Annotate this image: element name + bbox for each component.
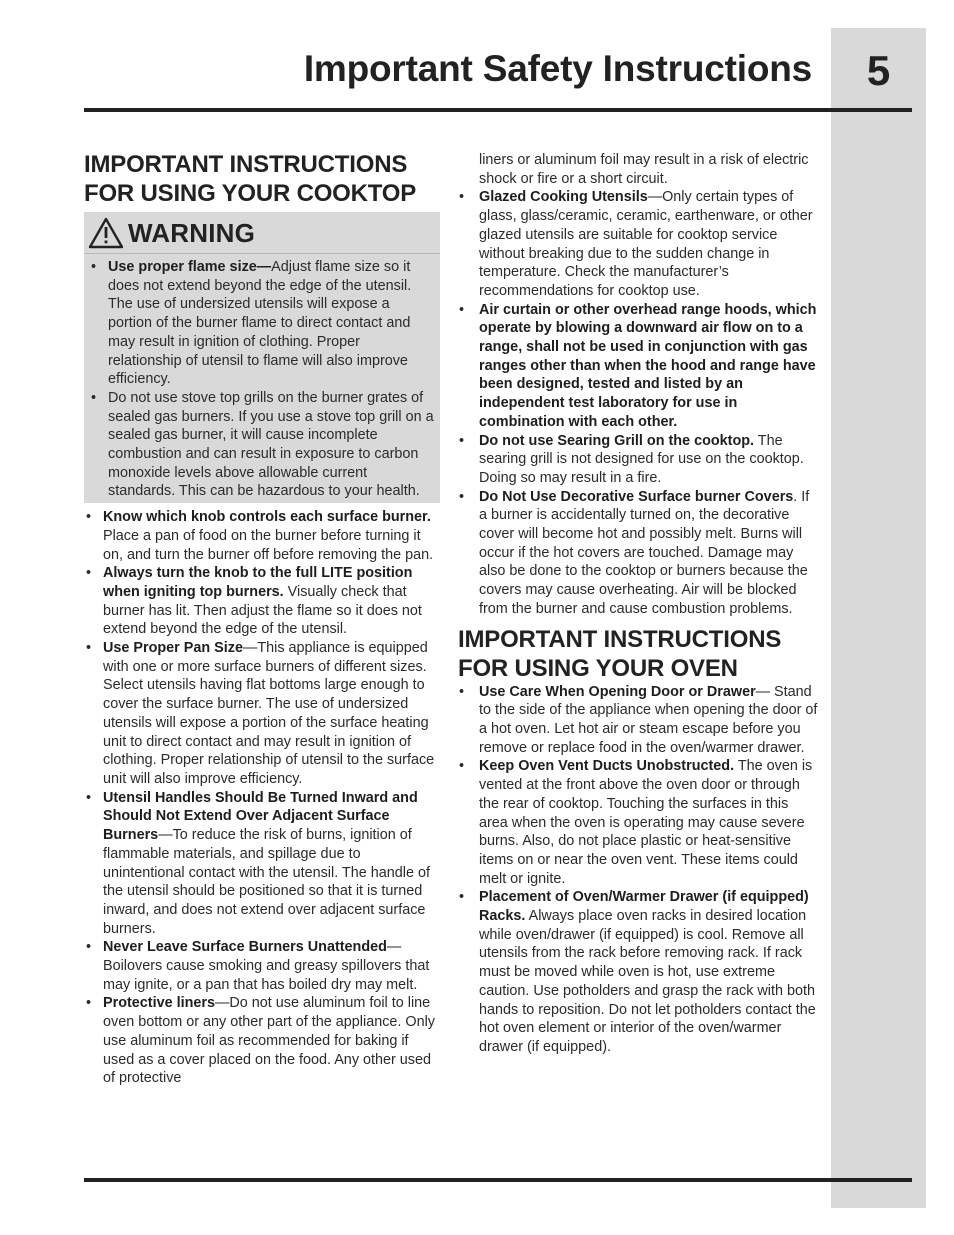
header-rule [84, 108, 912, 112]
list-item: • Use Proper Pan Size—This appliance is equipped with one or more surface burners of different sizes. Select utensils having flat bottoms large enough to cover the surface burner. The use of undersized utensils will expose a portion of the surface heating unit to direct contact and may result in ignition of clothing. Proper relationship of utensil to the surface unit will also improve efficiency. [84, 639, 440, 789]
right-column [458, 151, 818, 1057]
page-title: Important Safety Instructions [303, 48, 812, 89]
warning-header [84, 212, 440, 254]
list-item: • Know which knob controls each surface burner. Place a pan of food on the burner before turning it on, and turn the burner off before removing the pan. [84, 508, 440, 564]
list-item: • Placement of Oven/Warmer Drawer (if equipped) Racks. Always place oven racks in desired location while oven/drawer (if equipped) is cool. Remove all utensils from the rack before removing rack. If rack must be moved while oven is hot, use extreme caution. Use potholders and grasp the rack with both hands to reposition. Do not let potholders contact the hot oven element or interior of the oven/warmer drawer (if equipped). [458, 888, 818, 1056]
page-number: 5 [866, 47, 891, 94]
cooktop-list [84, 508, 440, 1088]
list-item: • Always turn the knob to the full LITE position when igniting top burners. Visually check that burner has lit. Then adjust the flame so it does not extend beyond the edge of the utensil. [84, 564, 440, 639]
warning-item: • Use proper flame size—Adjust flame size so it does not extend beyond the edge of the utensil. The use of undersized utensils will expose a portion of the burner flame to direct contact and may result in ignition of clothing. Proper relationship of utensil to flame will also improve efficiency. [87, 258, 436, 389]
oven-heading: IMPORTANT INSTRUCTIONS FOR USING YOUR OVEN [458, 625, 782, 682]
cooktop-list-continued [458, 188, 818, 618]
page-side-tab [831, 28, 926, 1208]
oven-list [458, 683, 818, 1057]
warning-box [84, 212, 440, 503]
warning-title: WARNING [128, 217, 256, 248]
list-item: • Keep Oven Vent Ducts Unobstructed. The oven is vented at the front above the oven door or through the rear of cooktop. Touching the surfaces in this area when the oven is operating may cause severe burns. Also, do not place plastic or heat-sensitive items on or near the oven vent. These items could melt or ignite. [458, 757, 818, 888]
list-item: • Do not use Searing Grill on the cooktop. The searing grill is not designed for use on the cooktop. Doing so may result in a fire. [458, 432, 818, 488]
list-item: • Do Not Use Decorative Surface burner Covers. If a burner is accidentally turned on, the decorative cover will become hot and possibly melt. Burns will occur if the hot covers are touched. Damage may also be done to the cooktop or burners because the covers may cause overheating. Air will be blocked from the burner and cause combustion problems. [458, 488, 818, 619]
left-column [84, 150, 440, 1088]
cooktop-heading: IMPORTANT INSTRUCTIONS FOR USING YOUR COOKTOP [84, 151, 417, 207]
list-item: • Glazed Cooking Utensils—Only certain types of glass, glass/ceramic, ceramic, earthenware, or other glazed utensils are suitable for cooktop service without breaking due to the sudden change in temperature. Check the manufacturer’s recommendations for cooktop use. [458, 188, 818, 300]
warning-item: • Do not use stove top grills on the burner grates of sealed gas burners. If you use a stove top grill on a sealed gas burner, it will cause incomplete combustion and can result in exposure to carbon monoxide levels above allowable current standards. This can be hazardous to your health. [87, 389, 436, 501]
list-item: • Never Leave Surface Burners Unattended— Boilovers cause smoking and greasy spillovers that may ignite, or a pan that has boiled dry may melt. [84, 938, 440, 994]
warning-list [84, 254, 440, 501]
list-item: • Utensil Handles Should Be Turned Inward and Should Not Extend Over Adjacent Surface Burners—To reduce the risk of burns, ignition of flammable materials, and spillage due to unintentional contact with the utensil. The handle of the utensil should be positioned so that it is turned inward, and does not extend over adjacent surface burners. [84, 789, 440, 939]
footer-rule [84, 1178, 912, 1182]
warning-triangle-icon [88, 217, 124, 249]
list-item: • Protective liners—Do not use aluminum foil to line oven bottom or any other part of the appliance. Only use aluminum foil as recommended for baking if used as a cover placed on the food. Any other used of protective [84, 994, 440, 1088]
continued-text: liners or aluminum foil may result in a risk of electric shock or fire or a short circuit. [479, 152, 809, 187]
list-item: • Use Care When Opening Door or Drawer— Stand to the side of the appliance when opening the door of a hot oven. Let hot air or steam escape before you remove or replace food in the oven/warmer drawer. [458, 683, 818, 758]
list-item: • Air curtain or other overhead range hoods, which operate by blowing a downward air flow on to a range, shall not be used in conjunction with gas ranges other than when the hood and range have been designed, tested and listed by an independent test laboratory for use in combination with each other. [458, 301, 818, 432]
